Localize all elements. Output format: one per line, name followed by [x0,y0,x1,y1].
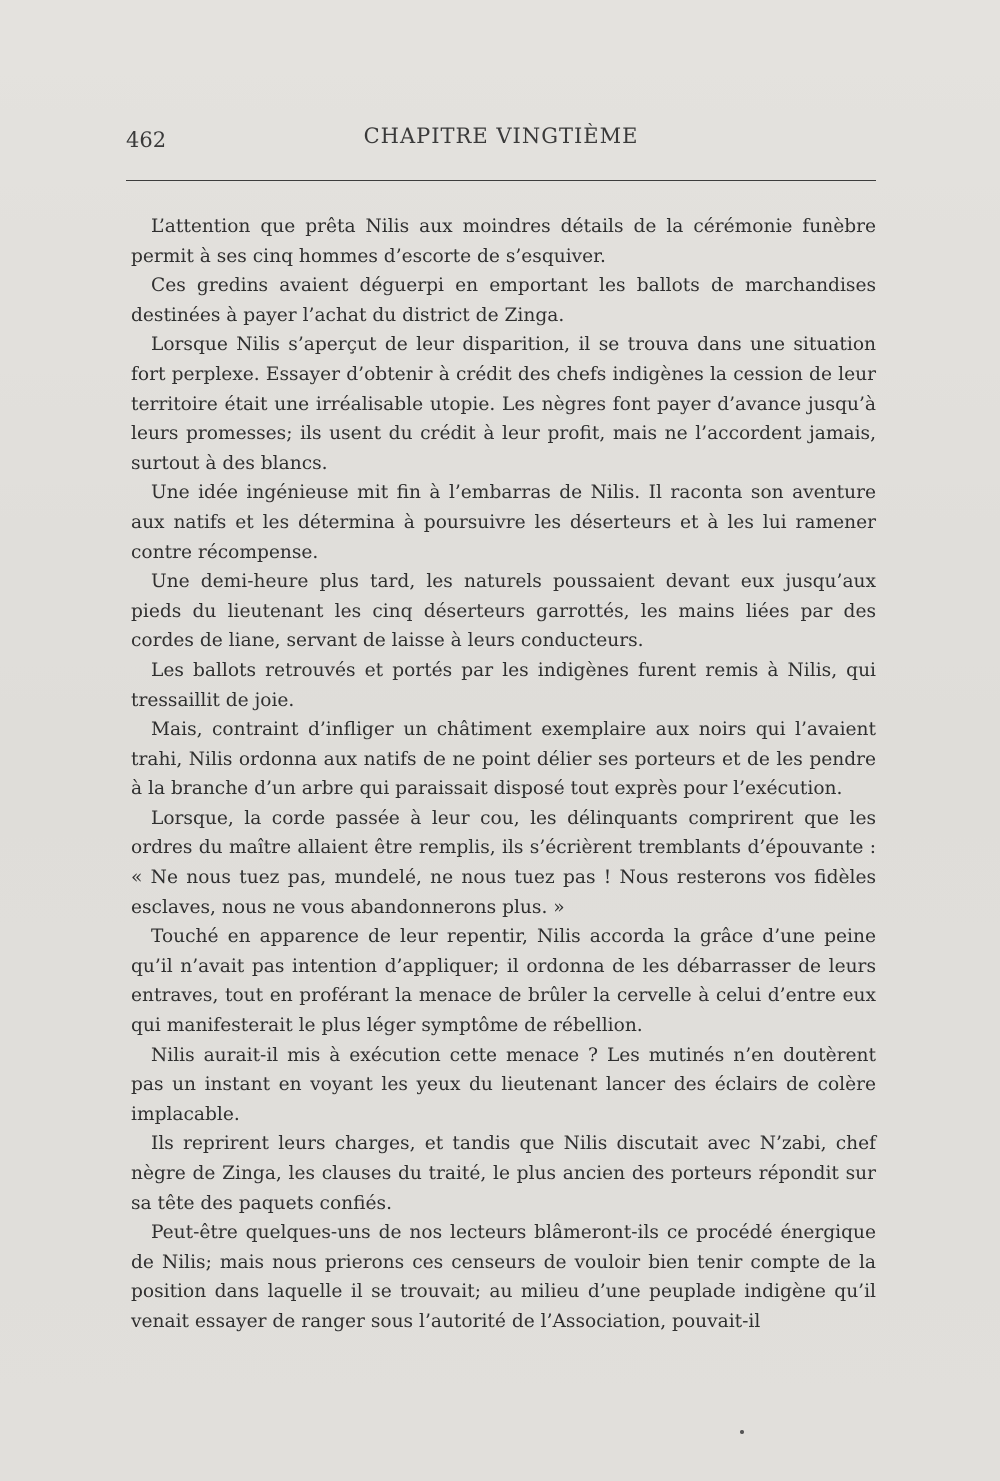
paragraph: Lorsque Nilis s’aperçut de leur disparition, il se trouva dans une situation fort perplexe. Essayer d’obtenir à crédit des chefs indigènes la cession de leur territoire était une irréalisable utopie. Les nègres font payer d’avance jusqu’à leurs promesses; ils usent du crédit à leur profit, mais ne l’accordent jamais, surtout à des blancs. [131,334,876,474]
chapter-title: CHAPITRE VINGTIÈME [363,124,639,148]
paragraph: Ces gredins avaient déguerpi en emportant les ballots de marchandises destinées à payer l’achat du district de Zinga. [131,275,876,326]
paragraph: Nilis aurait-il mis à exécution cette menace ? Les mutinés n’en doutèrent pas un instant en voyant les yeux du lieutenant lancer des éclairs de colère implacable. [131,1044,876,1125]
paragraph: Peut-être quelques-uns de nos lecteurs blâmeront-ils ce procédé énergique de Nilis; mais nous prierons ces censeurs de vouloir bien tenir compte de la position dans laquelle il se trouvait; au milieu d’une peuplade indigène qu’il venait essayer de ranger sous l’autorité de l’Association, pouvait-il [131,1222,876,1332]
paragraph: Une demi-heure plus tard, les naturels poussaient devant eux jusqu’aux pieds du lieutenant les cinq déserteurs garrottés, les mains liées par des cordes de liane, servant de laisse à leurs conducteurs. [131,571,876,652]
header-rule [126,180,876,181]
paragraph: Ils reprirent leurs charges, et tandis que Nilis discutait avec N’zabi, chef nègre de Zinga, les clauses du traité, le plus ancien des porteurs répondit sur sa tête des paquets confiés. [131,1133,876,1214]
page-number: 462 [126,128,167,152]
paragraph: L’attention que prêta Nilis aux moindres détails de la cérémonie funèbre permit à ses cinq hommes d’escorte de s’esquiver. [131,216,876,267]
paragraph: Les ballots retrouvés et portés par les indigènes furent remis à Nilis, qui tressaillit de joie. [131,659,876,711]
paragraph: Mais, contraint d’infliger un châtiment exemplaire aux noirs qui l’avaient trahi, Nilis ordonna aux natifs de ne point délier ses porteurs et de les pendre à la branche d’un arbre qui paraissait disposé tout exprès pour l’exécution. [131,719,876,800]
paragraph: Lorsque, la corde passée à leur cou, les délinquants comprirent que les ordres du maître allaient être remplis, ils s’écrièrent tremblants d’épouvante : « Ne nous tuez pas, mundelé, ne nous tuez pas ! Nous resterons vos fidèles esclaves, nous ne vous abandonnerons plus. » [131,807,876,918]
running-header [126,124,876,160]
paragraph: Une idée ingénieuse mit fin à l’embarras de Nilis. Il raconta son aventure aux natifs et les détermina à poursuivre les déserteurs et à les lui ramener contre récompense. [131,482,876,563]
body-text [131,212,876,1337]
paragraph: Touché en apparence de leur repentir, Nilis accorda la grâce d’une peine qu’il n’avait pas intention d’appliquer; il ordonna de les débarrasser de leurs entraves, tout en proférant la menace de brûler la cervelle à celui d’entre eux qui manifesterait le plus léger symptôme de rébellion. [131,926,876,1037]
print-speck [740,1430,744,1434]
